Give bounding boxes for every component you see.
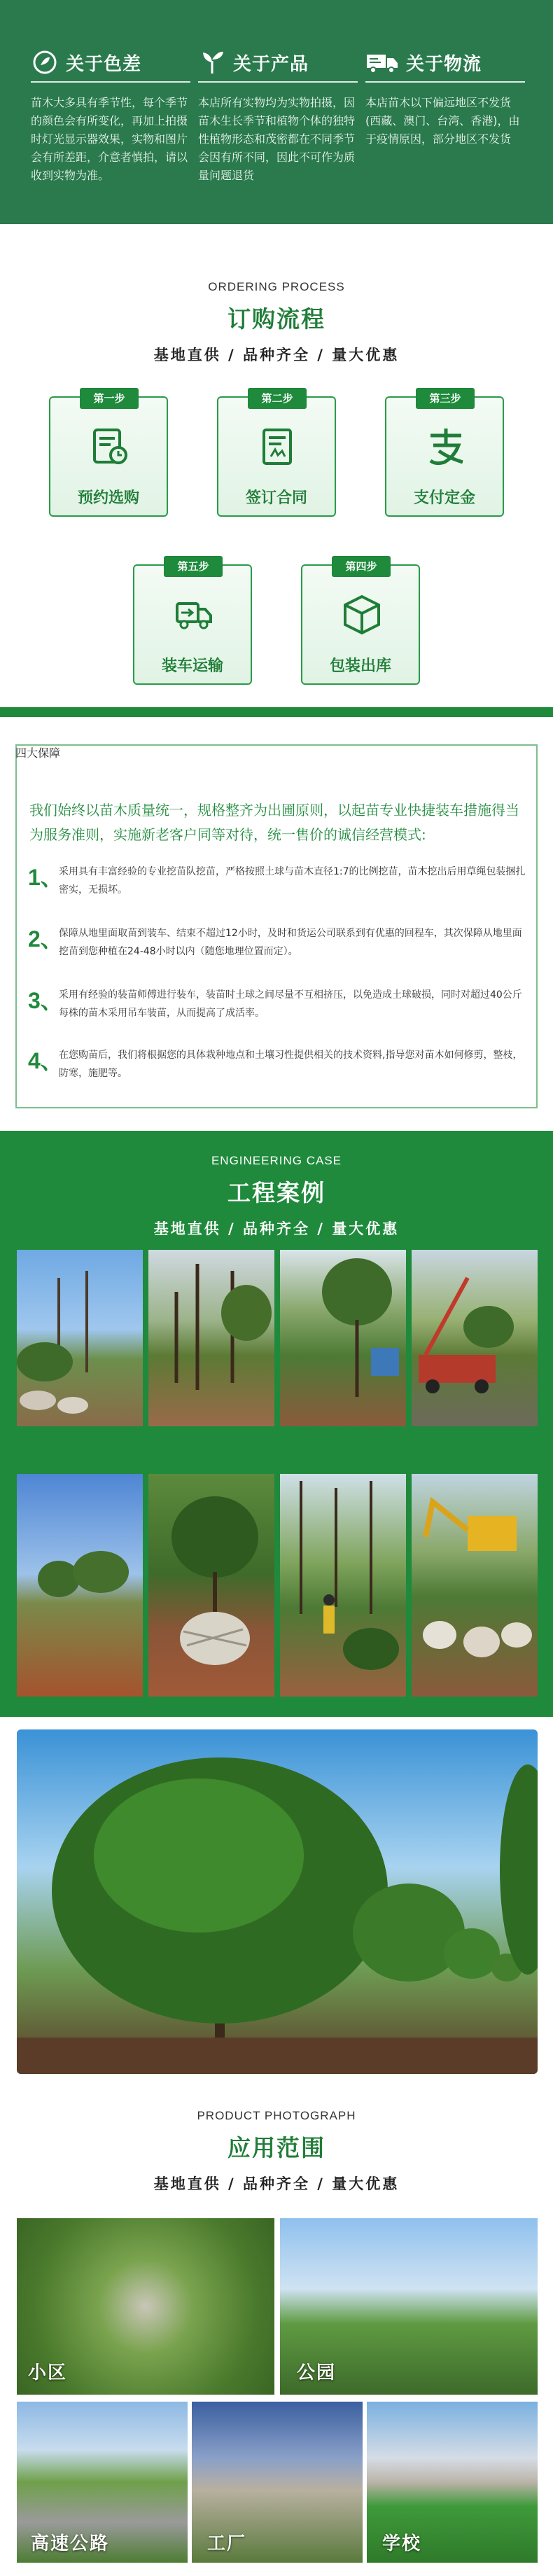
info-color-difference	[31, 43, 190, 185]
divider-bar	[0, 707, 553, 717]
section-en-title: ENGINEERING CASE	[211, 1154, 342, 1167]
step-label: 签订合同	[245, 489, 307, 507]
order-step-2	[217, 392, 336, 517]
section-en-title: PRODUCT PHOTOGRAPH	[197, 2109, 356, 2122]
order-step-3	[385, 392, 504, 517]
alipay-icon	[424, 424, 468, 469]
ordering-header	[0, 280, 553, 365]
calendar-list-icon	[88, 424, 132, 469]
case-photo	[412, 1250, 538, 1426]
case-photo	[280, 1474, 406, 1697]
item-number: 4、	[28, 1048, 63, 1073]
usage-label: 高速公路	[31, 2533, 110, 2554]
step-badge: 第一步	[80, 388, 139, 409]
info-title: 关于物流	[406, 53, 482, 75]
info-text: 苗木大多具有季节性，每个季节的颜色会有所变化，再加上拍摄时灯光显示器效果，实物和图片会有所差距，介意者慎拍，请以收到实物为准。	[31, 96, 188, 182]
section-title: 工程案例	[227, 1179, 326, 1206]
item-text: 采用有经验的装苗师傅进行装车，装苗时土球之间尽量不互相挤压，以免造成土球破损，同时对超过40公斤每株的苗木采用吊车装苗，从而提高了成活率。	[59, 989, 522, 1019]
delivery-truck-icon	[172, 592, 216, 637]
step-label: 支付定金	[413, 489, 475, 507]
usage-photo-community	[17, 2218, 274, 2395]
info-title: 关于色差	[66, 53, 142, 75]
usage-label: 公园	[297, 2362, 337, 2383]
order-step-4	[301, 560, 420, 685]
step-label: 装车运输	[161, 657, 223, 675]
info-header	[365, 43, 525, 83]
case-photo	[17, 1250, 143, 1426]
section-title: 应用范围	[227, 2134, 326, 2161]
item-text: 采用具有丰富经验的专业挖苗队挖苗，严格按照土球与苗木直径1:7的比例挖苗，苗木挖出后用草绳包装捆扎密实，无损坏。	[59, 866, 526, 896]
case-photo	[148, 1474, 274, 1697]
section-subtitle: 基地直供 / 品种齐全 / 量大优惠	[153, 2175, 400, 2192]
usage-label: 小区	[28, 2362, 68, 2383]
trees-illustration	[17, 1474, 143, 1697]
leaf-circle-icon	[31, 48, 59, 76]
usage-photo-factory	[192, 2402, 363, 2563]
section-title: 订购流程	[227, 305, 326, 333]
case-photo	[412, 1474, 538, 1697]
info-text: 本店所有实物均为实物拍摄，因苗木生长季节和植物个体的独特性植物形态和茂密都在不同季节会因有所不同，因此不可作为质量问题退货	[198, 96, 356, 182]
usage-photo-school	[367, 2402, 538, 2563]
step-badge: 第三步	[416, 388, 475, 409]
package-box-icon	[340, 592, 384, 637]
step-badge: 第二步	[248, 388, 307, 409]
info-title: 关于产品	[233, 53, 309, 75]
crane-truck-illustration	[412, 1250, 538, 1426]
info-header	[198, 43, 358, 83]
usage-photo-highway	[17, 2402, 188, 2563]
item-number: 3、	[28, 988, 63, 1013]
worker-illustration	[280, 1474, 406, 1697]
step-badge: 第五步	[164, 556, 223, 577]
contract-icon	[255, 424, 300, 469]
info-band	[0, 0, 553, 224]
guarantee-intro: 我们始终以苗木质量统一，规格整齐为出圃原则，以起苗专业快捷装车措施得当为服务准则，实施新老客户同等对待，统一售价的诚信经营模式:	[29, 802, 519, 843]
usage-label: 学校	[382, 2533, 422, 2554]
item-number: 2、	[28, 926, 63, 952]
info-logistics	[365, 43, 525, 148]
featured-tree-photo	[17, 1729, 538, 2074]
trees-illustration	[148, 1250, 274, 1426]
case-photo	[280, 1250, 406, 1426]
engineering-header	[0, 1154, 553, 1239]
info-header	[31, 43, 190, 83]
order-step-5	[133, 560, 252, 685]
section-subtitle: 基地直供 / 品种齐全 / 量大优惠	[153, 1220, 400, 1237]
trees-illustration	[17, 1250, 143, 1426]
osmanthus-row-illustration	[17, 1729, 538, 2074]
excavator-illustration	[412, 1474, 538, 1697]
usage-photo-park	[280, 2218, 538, 2395]
item-text: 保障从地里面取苗到装车、结束不超过12小时，及时和货运公司联系到有优惠的回程车，其次保障从地里面挖苗到您种植在24-48小时以内（随您地理位置而定）。	[59, 928, 522, 957]
sprout-icon	[198, 48, 226, 76]
case-photo	[17, 1474, 143, 1697]
rootball-illustration	[148, 1474, 274, 1697]
step-label: 预约选购	[77, 489, 139, 507]
step-badge: 第四步	[332, 556, 391, 577]
product-header	[0, 2109, 553, 2194]
item-number: 1、	[28, 865, 63, 890]
order-step-1	[49, 392, 168, 517]
info-text: 本店苗木以下偏远地区不发货(西藏、澳门、台湾、香港)，由于疫情原因，部分地区不发货	[365, 96, 520, 146]
guarantee-title: 四大保障	[15, 746, 61, 760]
trees-illustration	[280, 1250, 406, 1426]
section-subtitle: 基地直供 / 品种齐全 / 量大优惠	[153, 347, 400, 363]
truck-icon	[365, 48, 399, 76]
usage-label: 工厂	[207, 2533, 247, 2554]
item-text: 在您购苗后，我们将根据您的具体栽种地点和土壤习性提供相关的技术资料,指导您对苗木如何修剪，整枝，防寒，施肥等。	[59, 1050, 523, 1079]
case-photo	[148, 1250, 274, 1426]
step-label: 包装出库	[329, 657, 391, 675]
section-en-title: ORDERING PROCESS	[208, 280, 345, 293]
info-product	[198, 43, 358, 185]
